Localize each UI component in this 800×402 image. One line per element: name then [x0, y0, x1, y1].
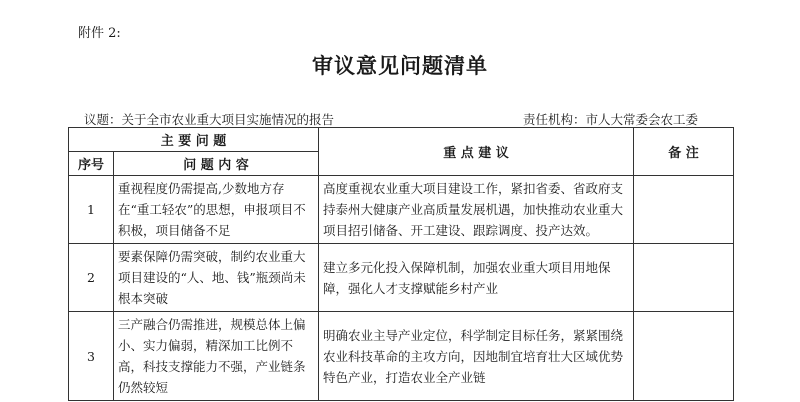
meta-line [84, 110, 698, 126]
row-number: 2 [69, 244, 114, 312]
header-suggestion: 重 点 建 议 [319, 128, 634, 176]
page-title: 审议意见问题清单 [312, 53, 488, 78]
header-problem: 问 题 内 容 [114, 152, 319, 176]
responsible-org: 责任机构：市人大常委会农工委 [522, 112, 698, 127]
table-row [69, 244, 734, 312]
suggestion-cell: 高度重视农业重大项目建设工作，紧扣省委、省政府支持泰州大健康产业高质量发展机遇，加快推动农业重大项目招引储备、开工建设、跟踪调度、投产达效。 [319, 176, 634, 244]
issue-table [68, 127, 734, 401]
header-no: 序号 [69, 152, 114, 176]
table-row [69, 312, 734, 401]
header-main-problems: 主 要 问 题 [69, 128, 319, 152]
problem-cell: 三产融合仍需推进，规模总体上偏小、实力偏弱，精深加工比例不高，科技支撑能力不强，产业链条仍然较短 [114, 312, 319, 401]
problem-cell: 要素保障仍需突破，制约农业重大项目建设的“人、地、钱”瓶颈尚未根本突破 [114, 244, 319, 312]
remark-cell [634, 312, 734, 401]
topic-text: 议题：关于全市农业重大项目实施情况的报告 [84, 112, 335, 127]
suggestion-cell: 建立多元化投入保障机制，加强农业重大项目用地保障，强化人才支撑赋能乡村产业 [319, 244, 634, 312]
header-remark: 备 注 [634, 128, 734, 176]
suggestion-cell: 明确农业主导产业定位，科学制定目标任务，紧紧围绕农业科技革命的主攻方向，因地制宜培育壮大区域优势特色产业，打造农业全产业链 [319, 312, 634, 401]
remark-cell [634, 176, 734, 244]
table-row [69, 176, 734, 244]
remark-cell [634, 244, 734, 312]
row-number: 3 [69, 312, 114, 401]
problem-cell: 重视程度仍需提高,少数地方存在“重工轻农”的思想，申报项目不积极，项目储备不足 [114, 176, 319, 244]
row-number: 1 [69, 176, 114, 244]
attachment-label: 附件 2: [78, 26, 121, 41]
